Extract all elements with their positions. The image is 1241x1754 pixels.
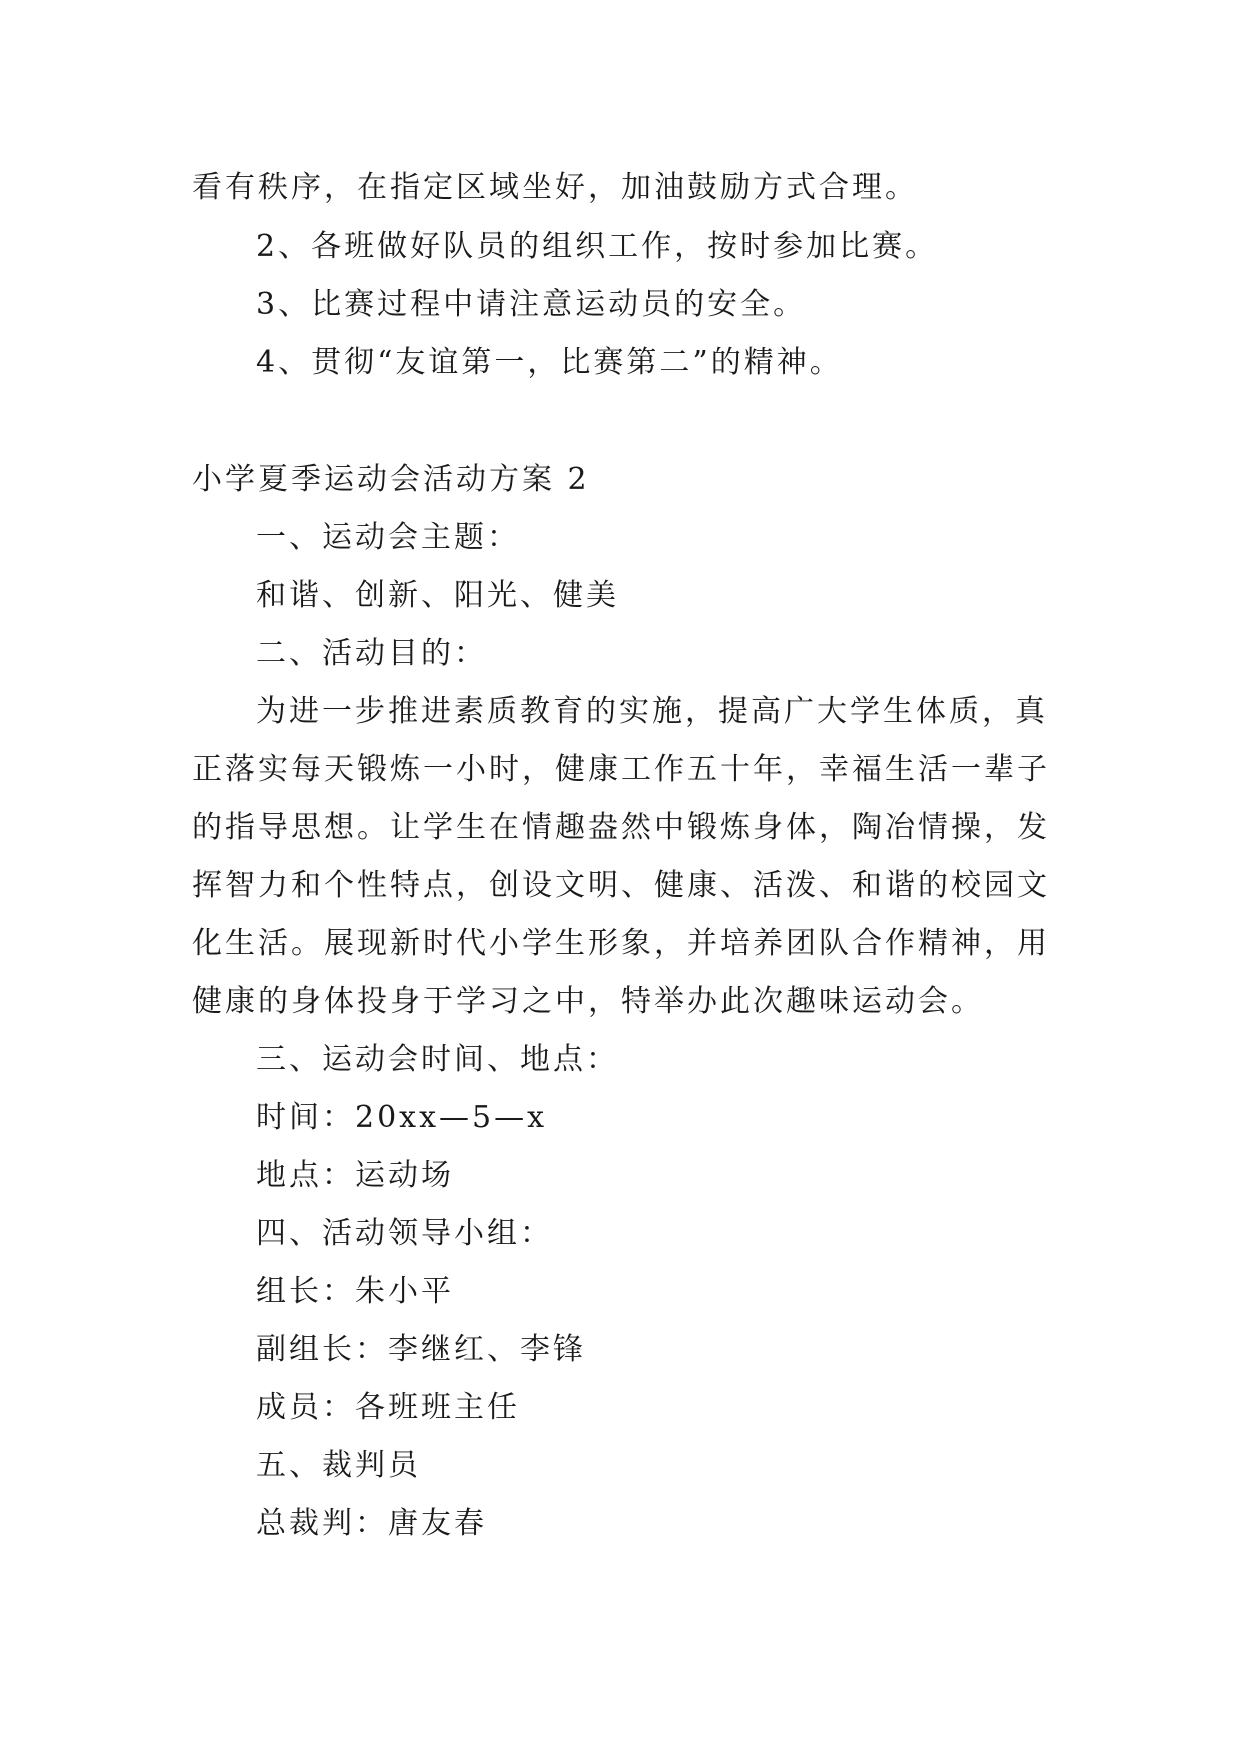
purpose-line-5: 化生活。展现新时代小学生形象，并培养团队合作精神，用 [192, 926, 1050, 961]
purpose-line-1: 为进一步推进素质教育的实施，提高广大学生体质，真 [256, 694, 1048, 729]
list-item-4: 4、贯彻“友谊第一，比赛第二”的精神。 [256, 345, 843, 380]
chief-referee-text: 总裁判：唐友春 [256, 1506, 487, 1541]
purpose-line-6: 健康的身体投身于学习之中，特举办此次趣味运动会。 [192, 984, 984, 1019]
members-text: 成员：各班班主任 [256, 1390, 520, 1425]
leader-text: 组长：朱小平 [256, 1274, 454, 1309]
heading-purpose: 二、活动目的： [256, 636, 487, 671]
purpose-line-4: 挥智力和个性特点，创设文明、健康、活泼、和谐的校园文 [192, 868, 1050, 903]
purpose-line-3: 的指导思想。让学生在情趣盎然中锻炼身体，陶冶情操，发 [192, 810, 1050, 845]
heading-leadership: 四、活动领导小组： [256, 1216, 553, 1251]
time-text: 时间：20xx—5—x [256, 1100, 548, 1135]
theme-text: 和谐、创新、阳光、健美 [256, 578, 619, 613]
vice-leader-text: 副组长：李继红、李锋 [256, 1332, 586, 1367]
paragraph-continuation: 看有秩序，在指定区域坐好，加油鼓励方式合理。 [192, 170, 918, 205]
list-item-2: 2、各班做好队员的组织工作，按时参加比赛。 [256, 229, 939, 264]
place-text: 地点：运动场 [256, 1158, 454, 1193]
list-item-3: 3、比赛过程中请注意运动员的安全。 [256, 287, 807, 322]
heading-time-place: 三、运动会时间、地点： [256, 1042, 619, 1077]
heading-theme: 一、运动会主题： [256, 520, 520, 555]
section-title: 小学夏季运动会活动方案 2 [192, 462, 590, 497]
purpose-line-2: 正落实每天锻炼一小时，健康工作五十年，幸福生活一辈子 [192, 752, 1050, 787]
heading-referees: 五、裁判员 [256, 1448, 421, 1483]
